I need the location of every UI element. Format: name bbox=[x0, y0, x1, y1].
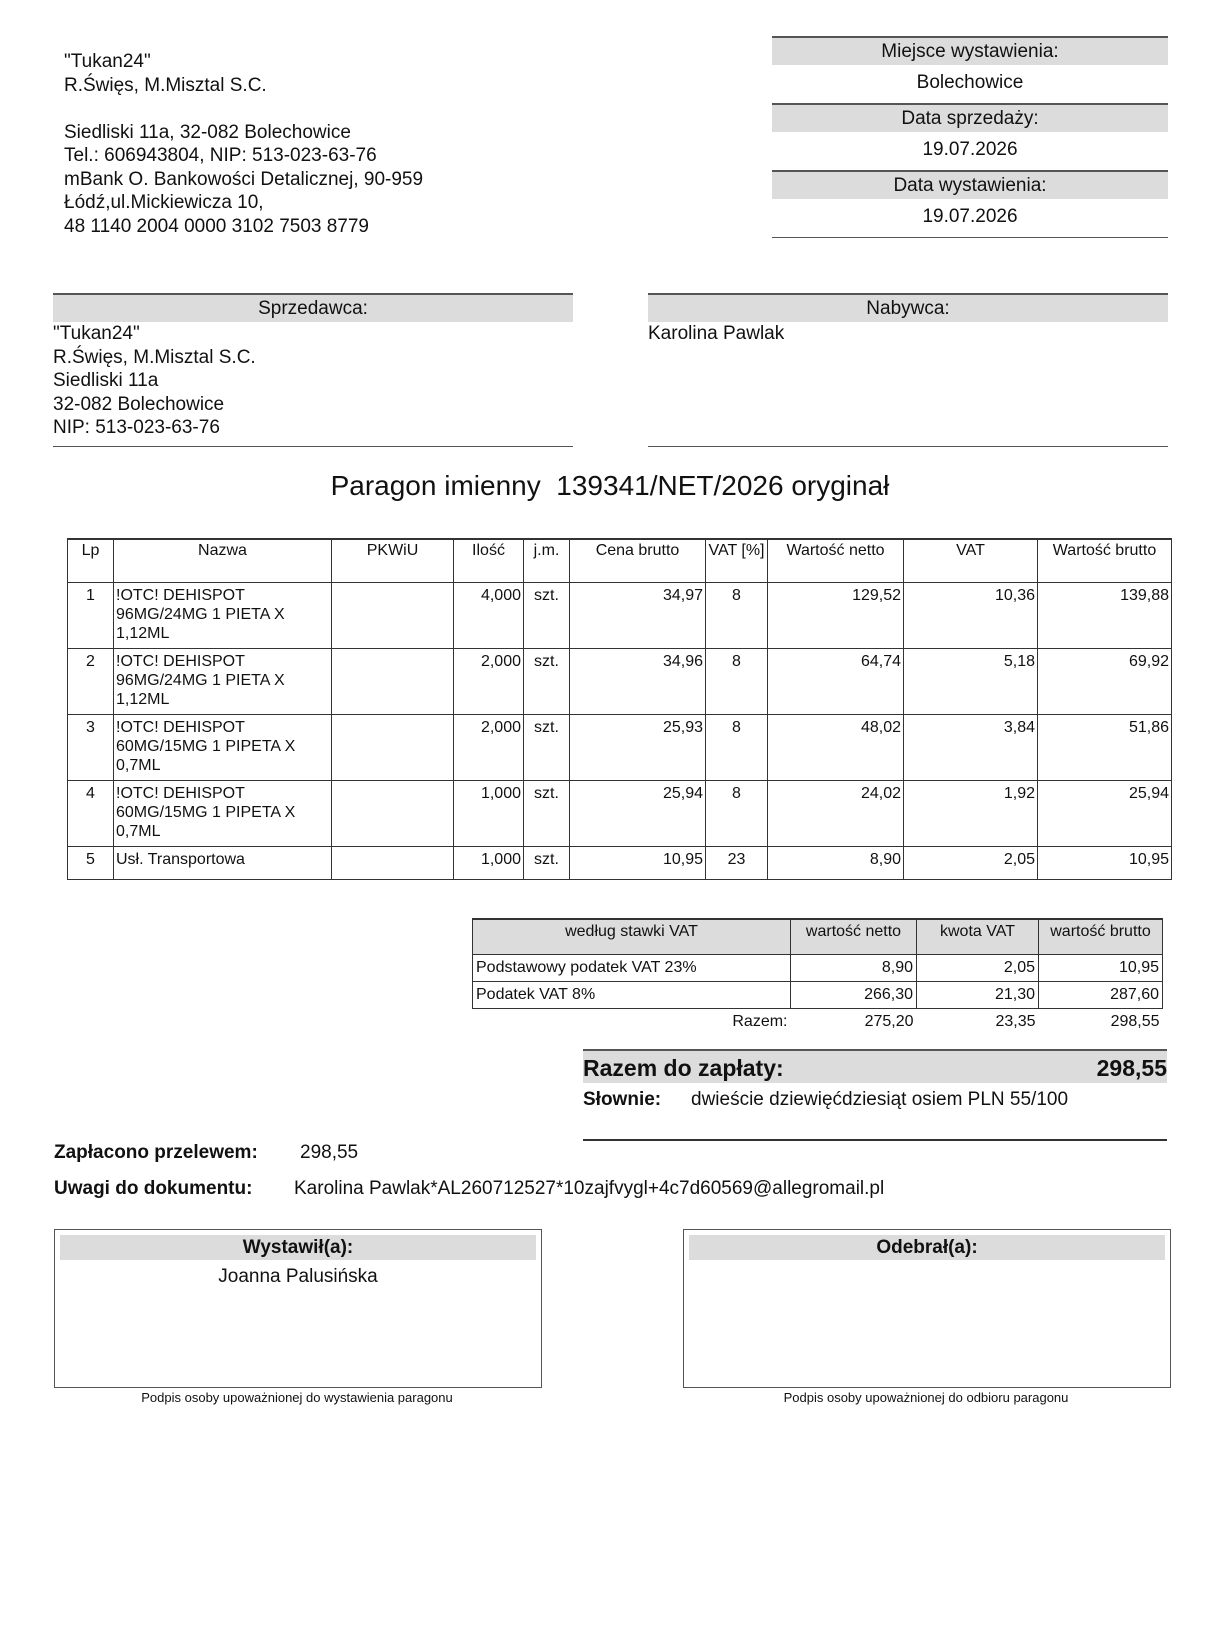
issue-date-value: 19.07.2026 bbox=[922, 206, 1018, 227]
cell-vat: 3,84 bbox=[904, 715, 1038, 781]
cell-net-value: 48,02 bbox=[768, 715, 904, 781]
cell-name: !OTC! DEHISPOT 60MG/15MG 1 PIPETA X 0,7ML bbox=[114, 781, 332, 847]
issuer-line: R.Święs, M.Misztal S.C. bbox=[64, 74, 267, 96]
words-value: dwieście dziewięćdziesiąt osiem PLN 55/100 bbox=[691, 1089, 1069, 1110]
seller-line: NIP: 513-023-63-76 bbox=[53, 417, 220, 438]
cell-net-value: 24,02 bbox=[768, 781, 904, 847]
notes-label: Uwagi do dokumentu: bbox=[54, 1178, 253, 1199]
cell-unit: szt. bbox=[524, 781, 570, 847]
vat-sum-row bbox=[473, 1009, 1163, 1036]
cell-unit: szt. bbox=[524, 715, 570, 781]
cell-unit: szt. bbox=[524, 649, 570, 715]
items-header-row bbox=[68, 539, 1172, 583]
cell-name: Usł. Transportowa bbox=[114, 847, 332, 880]
notes-text: Karolina Pawlak*AL260712527*10zajfvygl+4c7d60569@allegromail.pl bbox=[294, 1178, 885, 1199]
vat-gross: 10,95 bbox=[1039, 955, 1163, 982]
cell-unit: szt. bbox=[524, 847, 570, 880]
vat-amount: 2,05 bbox=[917, 955, 1039, 982]
cell-lp: 2 bbox=[68, 649, 114, 715]
cell-pkwiu bbox=[332, 649, 454, 715]
table-row bbox=[68, 583, 1172, 649]
buyer-label: Nabywca: bbox=[648, 293, 1168, 322]
vat-row bbox=[473, 955, 1163, 982]
cell-name: !OTC! DEHISPOT 96MG/24MG 1 PIETA X 1,12ML bbox=[114, 649, 332, 715]
cell-name: !OTC! DEHISPOT 96MG/24MG 1 PIETA X 1,12ML bbox=[114, 583, 332, 649]
col-header-vat-rate: VAT [%] bbox=[706, 539, 768, 583]
cell-vat-rate: 8 bbox=[706, 583, 768, 649]
cell-lp: 3 bbox=[68, 715, 114, 781]
col-header-vat: VAT bbox=[904, 539, 1038, 583]
sale-date-value: 19.07.2026 bbox=[922, 139, 1018, 160]
cell-qty: 2,000 bbox=[454, 715, 524, 781]
cell-gross-price: 34,97 bbox=[570, 583, 706, 649]
issuer-line: "Tukan24" bbox=[64, 51, 151, 72]
cell-qty: 4,000 bbox=[454, 583, 524, 649]
col-header-net-value: Wartość netto bbox=[768, 539, 904, 583]
cell-vat: 10,36 bbox=[904, 583, 1038, 649]
cell-gross-value: 139,88 bbox=[1038, 583, 1172, 649]
sale-date-label: Data sprzedaży: bbox=[772, 103, 1168, 132]
buyer-block bbox=[648, 293, 1168, 447]
seller-block bbox=[53, 293, 573, 447]
cell-net-value: 129,52 bbox=[768, 583, 904, 649]
cell-gross-value: 51,86 bbox=[1038, 715, 1172, 781]
cell-lp: 4 bbox=[68, 781, 114, 847]
vat-header-row bbox=[473, 919, 1163, 955]
cell-vat-rate: 8 bbox=[706, 715, 768, 781]
seller-label: Sprzedawca: bbox=[53, 293, 573, 322]
buyer-details bbox=[648, 322, 1168, 447]
payment-info bbox=[54, 1142, 358, 1164]
total-block bbox=[583, 1049, 1167, 1141]
issuer-line: Tel.: 606943804, NIP: 513-023-63-76 bbox=[64, 145, 377, 166]
col-header-gross-price: Cena brutto bbox=[570, 539, 706, 583]
received-by-box bbox=[683, 1229, 1171, 1388]
vat-sum-net: 275,20 bbox=[864, 1013, 914, 1030]
col-header-name: Nazwa bbox=[114, 539, 332, 583]
issued-by-name: Joanna Palusińska bbox=[218, 1266, 378, 1287]
cell-gross-value: 69,92 bbox=[1038, 649, 1172, 715]
total-bar bbox=[583, 1049, 1167, 1083]
cell-gross-price: 25,94 bbox=[570, 781, 706, 847]
cell-gross-value: 25,94 bbox=[1038, 781, 1172, 847]
seller-line: "Tukan24" bbox=[53, 323, 140, 344]
issued-by-box bbox=[54, 1229, 542, 1388]
issue-date-label: Data wystawienia: bbox=[772, 170, 1168, 199]
cell-net-value: 64,74 bbox=[768, 649, 904, 715]
table-row bbox=[68, 847, 1172, 880]
vat-gross: 287,60 bbox=[1039, 982, 1163, 1009]
vat-amount: 21,30 bbox=[917, 982, 1039, 1009]
seller-details bbox=[53, 322, 573, 447]
cell-gross-price: 25,93 bbox=[570, 715, 706, 781]
place-label: Miejsce wystawienia: bbox=[772, 36, 1168, 65]
vat-sum-label: Razem: bbox=[732, 1013, 788, 1030]
seller-line: Siedliski 11a bbox=[53, 370, 159, 391]
col-header-gross-value: Wartość brutto bbox=[1038, 539, 1172, 583]
issuer-line-spacer bbox=[64, 97, 423, 121]
vat-rate-name: Podstawowy podatek VAT 23% bbox=[473, 955, 791, 982]
total-label: Razem do zapłaty: bbox=[583, 1055, 784, 1081]
total-amount: 298,55 bbox=[1096, 1055, 1167, 1081]
vat-row bbox=[473, 982, 1163, 1009]
issuer-line: Łódź,ul.Mickiewicza 10, bbox=[64, 192, 264, 213]
place-value: Bolechowice bbox=[916, 72, 1024, 93]
seller-line: 32-082 Bolechowice bbox=[53, 393, 225, 415]
received-by-caption: Podpis osoby upoważnionej do odbioru paragonu bbox=[783, 1390, 1069, 1405]
vat-rate-name: Podatek VAT 8% bbox=[473, 982, 791, 1009]
issuer-line: 48 1140 2004 0000 3102 7503 8779 bbox=[64, 215, 370, 237]
received-by-label: Odebrał(a): bbox=[689, 1235, 1165, 1260]
cell-gross-value: 10,95 bbox=[1038, 847, 1172, 880]
cell-pkwiu bbox=[332, 781, 454, 847]
issuer-address bbox=[64, 50, 423, 238]
seller-line: R.Święs, M.Misztal S.C. bbox=[53, 346, 256, 368]
issued-by-caption: Podpis osoby upoważnionej do wystawienia paragonu bbox=[141, 1390, 453, 1405]
cell-gross-price: 10,95 bbox=[570, 847, 706, 880]
col-header-unit: j.m. bbox=[524, 539, 570, 583]
cell-vat-rate: 23 bbox=[706, 847, 768, 880]
vat-sum-gross: 298,55 bbox=[1110, 1013, 1160, 1030]
col-header-lp: Lp bbox=[68, 539, 114, 583]
issuer-line: Siedliski 11a, 32-082 Bolechowice bbox=[64, 121, 351, 143]
cell-pkwiu bbox=[332, 847, 454, 880]
cell-qty: 2,000 bbox=[454, 649, 524, 715]
cell-gross-price: 34,96 bbox=[570, 649, 706, 715]
vat-col-net: wartość netto bbox=[791, 919, 917, 955]
payment-label: Zapłacono przelewem: bbox=[54, 1142, 258, 1163]
vat-sum-amount: 23,35 bbox=[995, 1013, 1036, 1030]
cell-name: !OTC! DEHISPOT 60MG/15MG 1 PIPETA X 0,7ML bbox=[114, 715, 332, 781]
document-notes bbox=[54, 1178, 884, 1200]
total-divider bbox=[583, 1139, 1167, 1141]
vat-col-amount: kwota VAT bbox=[917, 919, 1039, 955]
cell-vat-rate: 8 bbox=[706, 649, 768, 715]
payment-amount: 298,55 bbox=[300, 1142, 359, 1163]
buyer-line: Karolina Pawlak bbox=[648, 323, 785, 344]
cell-vat-rate: 8 bbox=[706, 781, 768, 847]
issued-by-label: Wystawił(a): bbox=[60, 1235, 536, 1260]
table-row bbox=[68, 781, 1172, 847]
words-label: Słownie: bbox=[583, 1089, 662, 1110]
col-header-qty: Ilość bbox=[454, 539, 524, 583]
vat-summary-table bbox=[472, 918, 1163, 1035]
cell-qty: 1,000 bbox=[454, 781, 524, 847]
vat-col-rate: według stawki VAT bbox=[473, 919, 791, 955]
col-header-pkwiu: PKWiU bbox=[332, 539, 454, 583]
table-row bbox=[68, 715, 1172, 781]
cell-lp: 1 bbox=[68, 583, 114, 649]
amount-in-words bbox=[583, 1089, 1167, 1111]
issuer-line: mBank O. Bankowości Detalicznej, 90-959 bbox=[64, 168, 424, 190]
document-title: Paragon imienny 139341/NET/2026 oryginał bbox=[330, 470, 890, 501]
cell-lp: 5 bbox=[68, 847, 114, 880]
cell-vat: 1,92 bbox=[904, 781, 1038, 847]
vat-net: 8,90 bbox=[791, 955, 917, 982]
meta-divider bbox=[772, 237, 1168, 238]
vat-net: 266,30 bbox=[791, 982, 917, 1009]
document-meta bbox=[772, 36, 1168, 238]
cell-net-value: 8,90 bbox=[768, 847, 904, 880]
vat-col-gross: wartość brutto bbox=[1039, 919, 1163, 955]
cell-pkwiu bbox=[332, 715, 454, 781]
cell-pkwiu bbox=[332, 583, 454, 649]
cell-unit: szt. bbox=[524, 583, 570, 649]
items-table bbox=[67, 538, 1172, 880]
cell-vat: 2,05 bbox=[904, 847, 1038, 880]
cell-qty: 1,000 bbox=[454, 847, 524, 880]
table-row bbox=[68, 649, 1172, 715]
cell-vat: 5,18 bbox=[904, 649, 1038, 715]
